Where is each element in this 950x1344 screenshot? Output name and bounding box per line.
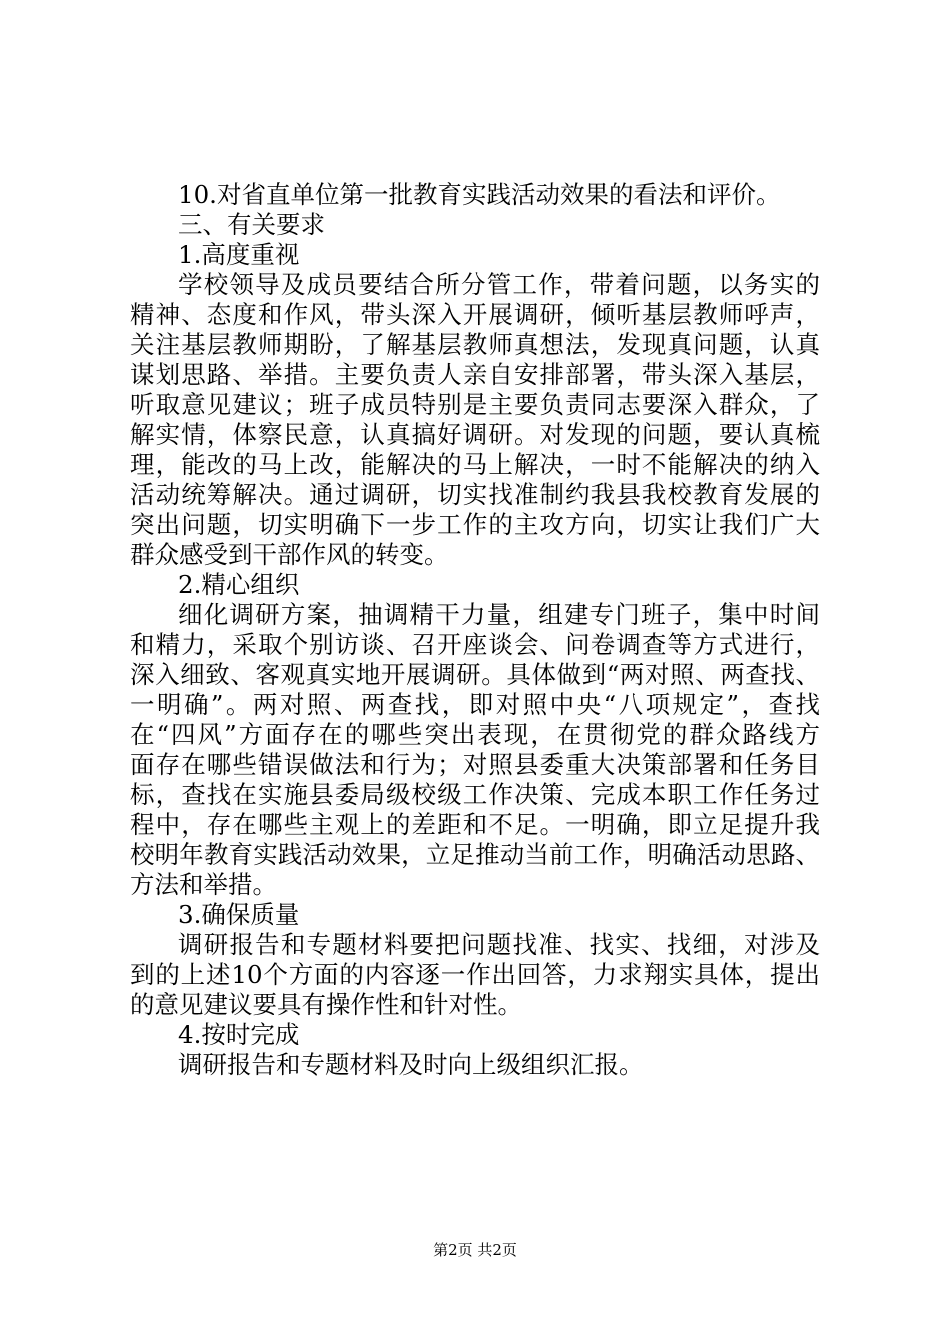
- paragraph-line: 精神、态度和作风，带头深入开展调研，倾听基层教师呼声，: [130, 300, 820, 329]
- page-footer: 第2页 共2页: [433, 1241, 517, 1259]
- subheading-2: 2.精心组织: [178, 570, 300, 599]
- paragraph-line: 细化调研方案，抽调精干力量，组建专门班子，集中时间: [178, 600, 820, 629]
- paragraph-line: 标，查找在实施县委局级校级工作决策、完成本职工作任务过: [130, 780, 820, 809]
- paragraph-line: 听取意见建议；班子成员特别是主要负责同志要深入群众，了: [130, 390, 820, 419]
- paragraph-line: 深入细致、客观真实地开展调研。具体做到“两对照、两查找、: [130, 660, 820, 689]
- paragraph-line: 一明确”。两对照、两查找，即对照中央“八项规定”，查找: [130, 690, 820, 719]
- paragraph-line: 校明年教育实践活动效果，立足推动当前工作，明确活动思路、: [130, 840, 820, 869]
- section-heading-requirements: 三、有关要求: [178, 210, 325, 239]
- paragraph-line: 学校领导及成员要结合所分管工作，带着问题，以务实的: [178, 270, 820, 299]
- paragraph-line: 解实情，体察民意，认真搞好调研。对发现的问题，要认真梳: [130, 420, 820, 449]
- paragraph-line: 谋划思路、举措。主要负责人亲自安排部署，带头深入基层，: [130, 360, 820, 389]
- paragraph-line: 调研报告和专题材料要把问题找准、找实、找细，对涉及: [178, 930, 820, 959]
- subheading-1: 1.高度重视: [178, 240, 300, 269]
- paragraph-line: 的意见建议要具有操作性和针对性。: [130, 990, 522, 1019]
- paragraph-line: 理，能改的马上改，能解决的马上解决，一时不能解决的纳入: [130, 450, 820, 479]
- subheading-3: 3.确保质量: [178, 900, 300, 929]
- paragraph-line: 关注基层教师期盼，了解基层教师真想法，发现真问题，认真: [130, 330, 820, 359]
- paragraph-line: 突出问题，切实明确下一步工作的主攻方向，切实让我们广大: [130, 510, 820, 539]
- paragraph-line: 在“四风”方面存在的哪些突出表现，在贯彻党的群众路线方: [130, 720, 820, 749]
- subheading-4: 4.按时完成: [178, 1020, 300, 1049]
- paragraph-line: 程中，存在哪些主观上的差距和不足。一明确，即立足提升我: [130, 810, 820, 839]
- list-item-10: 10.对省直单位第一批教育实践活动效果的看法和评价。: [178, 180, 781, 209]
- paragraph-line: 和精力，采取个别访谈、召开座谈会、问卷调查等方式进行，: [130, 630, 820, 659]
- paragraph-line: 到的上述10个方面的内容逐一作出回答，力求翔实具体，提出: [130, 960, 820, 989]
- paragraph-line: 活动统筹解决。通过调研，切实找准制约我县我校教育发展的: [130, 480, 820, 509]
- paragraph-line: 方法和举措。: [130, 870, 277, 899]
- paragraph-line: 群众感受到干部作风的转变。: [130, 540, 449, 569]
- paragraph-line: 调研报告和专题材料及时向上级组织汇报。: [178, 1050, 644, 1079]
- paragraph-line: 面存在哪些错误做法和行为；对照县委重大决策部署和任务目: [130, 750, 820, 779]
